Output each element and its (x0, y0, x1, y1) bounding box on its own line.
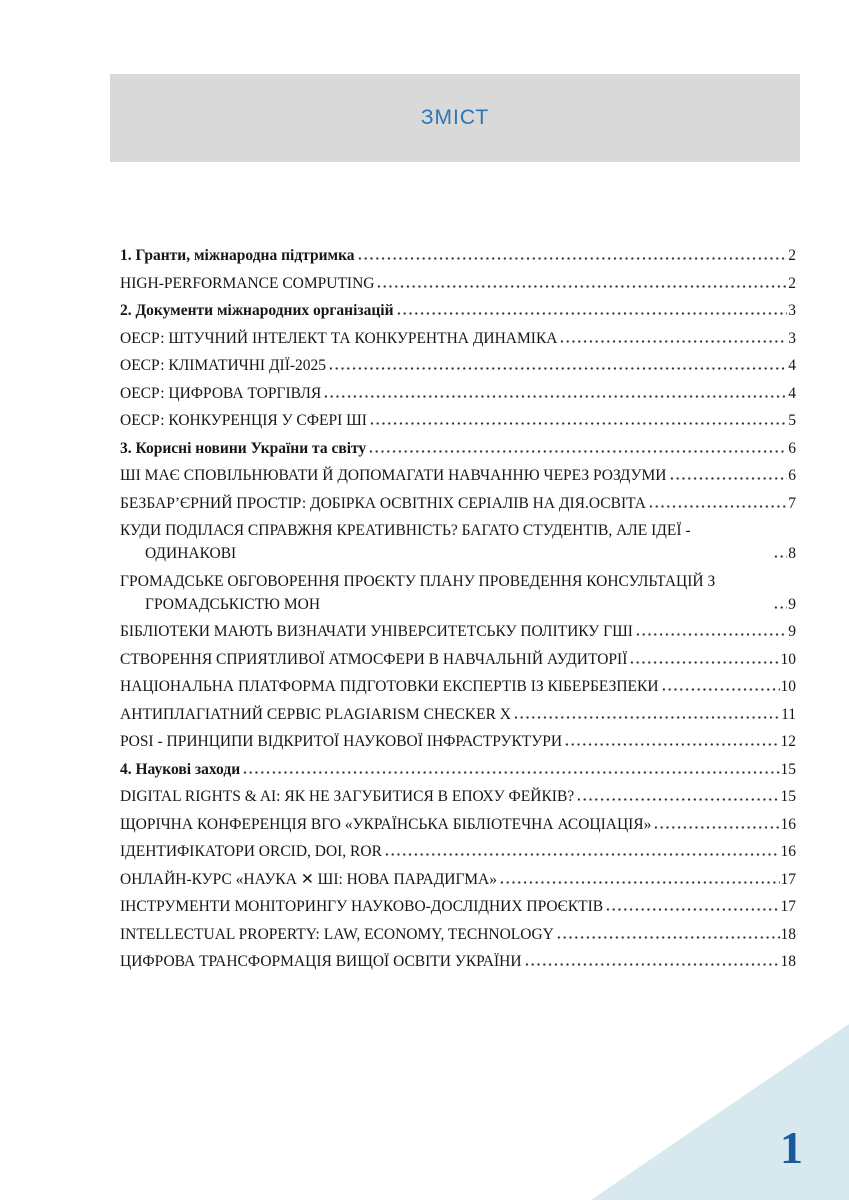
toc-entry-page: 7 (788, 494, 796, 512)
toc-entry[interactable] (120, 703, 796, 726)
toc-entry[interactable] (120, 382, 796, 405)
toc-entry-page: 11 (781, 705, 796, 723)
toc-entry-label: 3. Корисні новини України та світу (120, 439, 367, 457)
toc-leader-dots (669, 464, 788, 487)
toc-entry-page: 2 (788, 247, 796, 264)
toc-entry-label: ЦИФРОВА ТРАНСФОРМАЦІЯ ВИЩОЇ ОСВІТИ УКРАЇНИ (120, 953, 522, 970)
toc-leader-dots (396, 299, 788, 322)
toc-leader-dots (323, 382, 787, 405)
toc-entry-page: 15 (780, 788, 796, 805)
toc-entry-page: 17 (780, 870, 796, 888)
toc-entry-label: HIGH-PERFORMANCE COMPUTING (120, 274, 375, 292)
toc-entry-page: 8 (788, 545, 796, 562)
toc-leader-dots (773, 593, 787, 616)
toc-entry-label: ОЕСР: ЦИФРОВА ТОРГІВЛЯ (120, 384, 322, 402)
toc-entry[interactable] (120, 492, 796, 515)
toc-leader-dots (576, 785, 779, 808)
toc-leader-dots (524, 950, 780, 973)
toc-entry[interactable] (120, 868, 796, 891)
toc-entry[interactable] (120, 730, 796, 753)
toc-entry[interactable] (120, 464, 796, 487)
toc-leader-dots (648, 492, 787, 515)
toc-leader-dots (605, 895, 779, 918)
toc-entry-page: 5 (788, 412, 796, 429)
toc-leader-dots (635, 620, 787, 643)
toc-entry-label: ІДЕНТИФІКАТОРИ ORCID, DOI, ROR (120, 843, 382, 860)
toc-entry-page: 9 (788, 595, 796, 613)
toc-entry-label: СТВОРЕННЯ СПРИЯТЛИВОЇ АТМОСФЕРИ В НАВЧАЛЬНІЙ АУДИТОРІЇ (120, 650, 628, 668)
toc-entry-page: 17 (780, 898, 796, 915)
toc-entry-label: INTELLECTUAL PROPERTY: LAW, ECONOMY, TECHNOLOGY (120, 925, 554, 943)
toc-entry-page: 9 (788, 623, 796, 640)
toc-entry[interactable] (120, 299, 796, 322)
toc-leader-dots (242, 758, 779, 781)
toc-leader-dots (328, 354, 787, 377)
toc-entry-page: 3 (788, 329, 796, 347)
toc-entry-label: АНТИПЛАГІАТНИЙ СЕРВІС PLAGIARISM CHECKER X (120, 705, 511, 723)
toc-leader-dots (773, 542, 787, 565)
toc-leader-dots (357, 244, 788, 267)
toc-entry[interactable] (120, 519, 796, 565)
toc-leader-dots (661, 675, 780, 698)
toc-entry-page: 4 (788, 357, 796, 374)
toc-entry[interactable] (120, 354, 796, 377)
toc-leader-dots (384, 840, 780, 863)
footer-page-number: 1 (780, 1122, 803, 1173)
toc-entry-label: ІНСТРУМЕНТИ МОНІТОРИНГУ НАУКОВО-ДОСЛІДНИХ ПРОЄКТІВ (120, 898, 604, 915)
toc-leader-dots (559, 327, 787, 350)
toc-entry-label: ОЕСР: ШТУЧНИЙ ІНТЕЛЕКТ ТА КОНКУРЕНТНА ДИНАМІКА (120, 329, 558, 347)
toc-entry-label: БІБЛІОТЕКИ МАЮТЬ ВИЗНАЧАТИ УНІВЕРСИТЕТСЬКУ ПОЛІТИКУ ГШІ (120, 623, 633, 640)
toc-entry-page: 10 (780, 650, 796, 668)
toc-entry[interactable] (120, 950, 796, 973)
toc-entry[interactable] (120, 675, 796, 698)
toc-entry-label: БЕЗБАР’ЄРНИЙ ПРОСТІР: ДОБІРКА ОСВІТНІХ СЕРІАЛІВ НА ДІЯ.ОСВІТА (120, 494, 646, 512)
toc-entry[interactable] (120, 785, 796, 808)
toc-leader-dots (368, 437, 787, 460)
toc-entry-page: 18 (780, 953, 796, 970)
toc-entry-label: DIGITAL RIGHTS & AI: ЯК НЕ ЗАГУБИТИСЯ В ЕПОХУ ФЕЙКІВ? (120, 788, 575, 805)
toc-leader-dots (653, 813, 779, 836)
toc-entry-label: ОНЛАЙН-КУРС «НАУКА ✕ ШІ: НОВА ПАРАДИГМА» (120, 870, 497, 888)
contents-header-band (110, 74, 800, 162)
toc-entry-page: 16 (780, 815, 796, 833)
toc-entry-label: ГРОМАДСЬКЕ ОБГОВОРЕННЯ ПРОЄКТУ ПЛАНУ ПРОВЕДЕННЯ КОНСУЛЬТАЦІЙ З ГРОМАДСЬКІСТЮ МОН (120, 572, 716, 613)
toc-entry-page: 4 (788, 384, 796, 402)
toc-entry-page: 6 (788, 439, 796, 457)
toc-entry[interactable] (120, 895, 796, 918)
toc-leader-dots (513, 703, 780, 726)
toc-entry[interactable] (120, 409, 796, 432)
page-title: ЗМІСТ (420, 106, 490, 129)
toc-entry-label: 1. Гранти, міжнародна підтримка (120, 247, 355, 264)
toc-entry[interactable] (120, 620, 796, 643)
toc-entry-page: 3 (788, 302, 796, 319)
toc-entry-label: ОЕСР: КОНКУРЕНЦІЯ У СФЕРІ ШІ (120, 412, 367, 429)
toc-entry[interactable] (120, 437, 796, 460)
toc-entry[interactable] (120, 244, 796, 267)
toc-entry-page: 16 (780, 843, 796, 860)
toc-entry-label: POSI - ПРИНЦИПИ ВІДКРИТОЇ НАУКОВОЇ ІНФРАСТРУКТУРИ (120, 733, 563, 750)
toc-leader-dots (556, 923, 780, 946)
toc-entry-page: 12 (780, 733, 796, 750)
toc-leader-dots (564, 730, 779, 753)
toc-leader-dots (376, 272, 787, 295)
toc-list (120, 244, 796, 978)
toc-entry-page: 15 (780, 760, 796, 778)
toc-entry-label: 4. Наукові заходи (120, 760, 241, 778)
toc-entry[interactable] (120, 923, 796, 946)
toc-entry-page: 2 (788, 274, 796, 292)
toc-entry[interactable] (120, 758, 796, 781)
toc-entry[interactable] (120, 570, 796, 616)
toc-entry[interactable] (120, 840, 796, 863)
toc-entry-page: 6 (788, 467, 796, 484)
toc-entry-label: НАЦІОНАЛЬНА ПЛАТФОРМА ПІДГОТОВКИ ЕКСПЕРТІВ ІЗ КІБЕРБЕЗПЕКИ (120, 678, 659, 695)
toc-entry-label: ШІ МАЄ СПОВІЛЬНЮВАТИ Й ДОПОМАГАТИ НАВЧАННЮ ЧЕРЕЗ РОЗДУМИ (120, 467, 667, 484)
toc-entry[interactable] (120, 813, 796, 836)
toc-entry-label: ЩОРІЧНА КОНФЕРЕНЦІЯ ВГО «УКРАЇНСЬКА БІБЛІОТЕЧНА АСОЦІАЦІЯ» (120, 815, 652, 833)
toc-entry-page: 18 (780, 925, 796, 943)
toc-entry[interactable] (120, 648, 796, 671)
corner-triangle-decoration (591, 1024, 849, 1200)
toc-entry[interactable] (120, 272, 796, 295)
toc-entry-label: КУДИ ПОДІЛАСЯ СПРАВЖНЯ КРЕАТИВНІСТЬ? БАГАТО СТУДЕНТІВ, АЛЕ ІДЕЇ - ОДИНАКОВІ (120, 522, 691, 562)
toc-entry-label: ОЕСР: КЛІМАТИЧНІ ДІЇ-2025 (120, 357, 327, 374)
toc-entry[interactable] (120, 327, 796, 350)
toc-entry-label: 2. Документи міжнародних організацій (120, 302, 394, 319)
toc-leader-dots (369, 409, 787, 432)
toc-entry-page: 10 (780, 678, 796, 695)
toc-leader-dots (629, 648, 779, 671)
toc-leader-dots (499, 868, 780, 891)
